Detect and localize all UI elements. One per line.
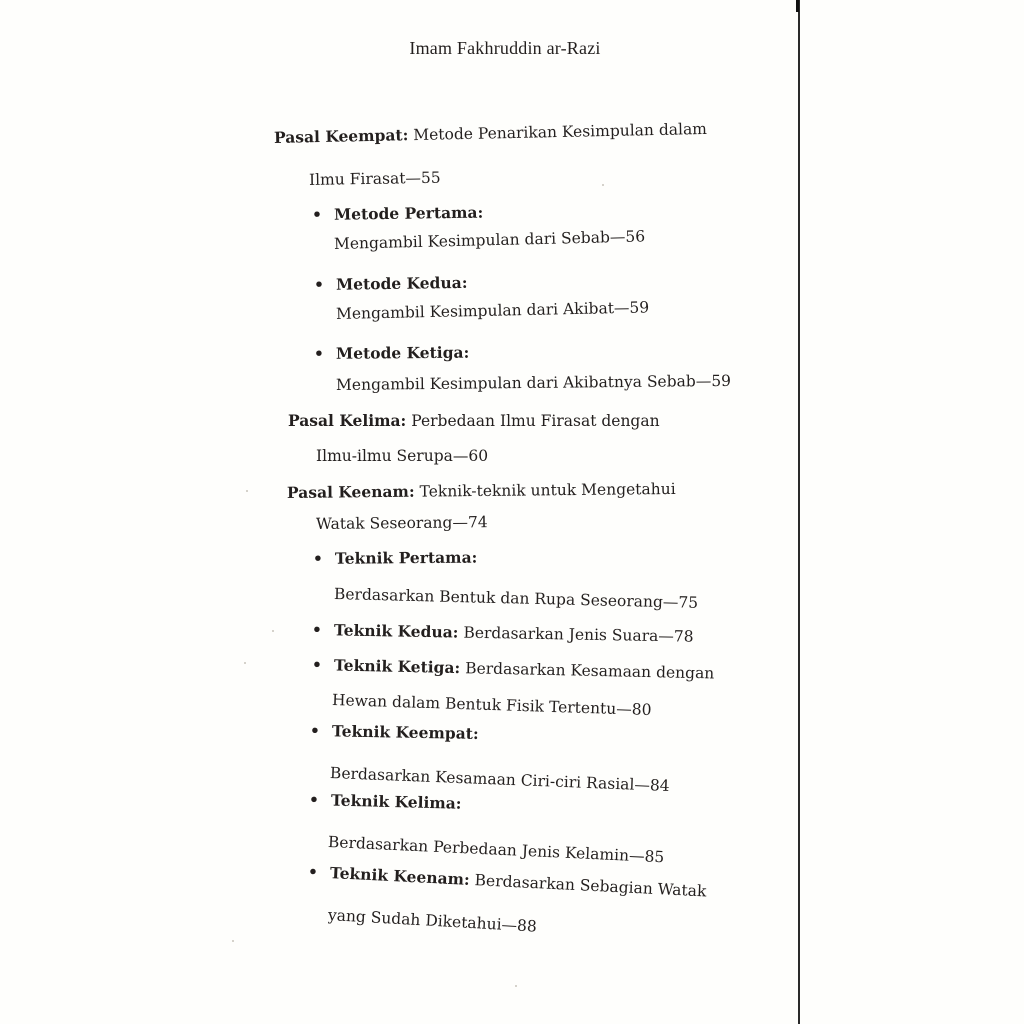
toc-subitem-label: • Teknik Pertama: bbox=[312, 547, 478, 568]
paper-speck bbox=[515, 985, 517, 987]
toc-subitem-label: Teknik Keenam: bbox=[329, 863, 471, 889]
toc-subitem bbox=[312, 655, 715, 682]
toc-chapter-title: Teknik-teknik untuk Mengetahui bbox=[419, 479, 676, 501]
page-edge-mark bbox=[796, 0, 799, 12]
bullet-icon: • bbox=[313, 274, 325, 294]
toc-subitem-text: Berdasarkan Jenis Suara—78 bbox=[463, 623, 694, 646]
page-edge-line bbox=[798, 0, 800, 1024]
bullet-icon: • bbox=[312, 548, 324, 568]
paper-speck bbox=[602, 184, 604, 186]
paper-speck bbox=[272, 630, 274, 632]
toc-subitem-text: Berdasarkan Kesamaan Ciri-ciri Rasial—84 bbox=[329, 764, 670, 796]
toc-entry-pasal-keenam bbox=[287, 479, 676, 502]
toc-subitem-label: • Metode Ketiga: bbox=[313, 342, 470, 363]
toc-subitem-text: Berdasarkan Sebagian Watak bbox=[474, 871, 707, 901]
bullet-icon: • bbox=[311, 620, 323, 640]
toc-subitem-label: • Teknik Keempat: bbox=[309, 721, 479, 743]
paper-speck bbox=[232, 940, 234, 942]
toc-subitem-text: Berdasarkan Bentuk dan Rupa Seseorang—75 bbox=[333, 585, 699, 612]
paper-speck bbox=[244, 662, 246, 664]
toc-chapter-title-cont: Ilmu Firasat—55 bbox=[308, 168, 441, 189]
toc-chapter-title-cont: Ilmu-ilmu Serupa—60 bbox=[316, 447, 489, 465]
toc-subitem-text: Mengambil Kesimpulan dari Sebab—56 bbox=[333, 227, 646, 253]
bullet-icon: • bbox=[309, 721, 321, 741]
toc-chapter-label: Pasal Keempat: bbox=[273, 125, 409, 147]
toc-subitem-label: • Teknik Kelima: bbox=[308, 790, 462, 813]
toc-subitem-text: Berdasarkan Perbedaan Jenis Kelamin—85 bbox=[327, 833, 665, 867]
toc-entry-pasal-keempat bbox=[274, 119, 707, 147]
toc-subitem-label: • Metode Pertama: bbox=[311, 202, 484, 224]
toc-subitem-label: Teknik Kedua: bbox=[333, 620, 459, 642]
toc-chapter-title: Perbedaan Ilmu Firasat dengan bbox=[411, 412, 660, 430]
bullet-icon: • bbox=[308, 790, 320, 810]
toc-subitem-text: Mengambil Kesimpulan dari Akibatnya Sebab—59 bbox=[335, 371, 732, 394]
toc-subitem-text: Mengambil Kesimpulan dari Akibat—59 bbox=[335, 298, 650, 323]
toc-chapter-label: Pasal Kelima: bbox=[288, 411, 407, 430]
toc-chapter-label: Pasal Keenam: bbox=[286, 481, 415, 502]
toc-subitem-label: • Metode Kedua: bbox=[313, 272, 468, 294]
toc-subitem-text: Berdasarkan Kesamaan dengan bbox=[465, 659, 715, 683]
bullet-icon: • bbox=[311, 655, 323, 675]
toc-chapter-title-cont: Watak Seseorang—74 bbox=[315, 513, 488, 533]
toc-entry-pasal-kelima bbox=[288, 411, 660, 430]
bullet-icon: • bbox=[311, 204, 323, 224]
bullet-icon: • bbox=[307, 862, 319, 882]
paper-speck bbox=[246, 490, 248, 492]
bullet-icon: • bbox=[313, 343, 325, 363]
toc-subitem bbox=[308, 862, 707, 900]
toc-subitem bbox=[312, 620, 694, 646]
toc-chapter-title: Metode Penarikan Kesimpulan dalam bbox=[413, 119, 708, 145]
toc-subitem-text-cont: Hewan dalam Bentuk Fisik Tertentu—80 bbox=[331, 691, 652, 720]
running-head-author: Imam Fakhruddin ar-Razi bbox=[409, 38, 601, 58]
toc-subitem-text-cont: yang Sudah Diketahui—88 bbox=[327, 906, 538, 936]
toc-subitem-label: Teknik Ketiga: bbox=[333, 655, 461, 678]
